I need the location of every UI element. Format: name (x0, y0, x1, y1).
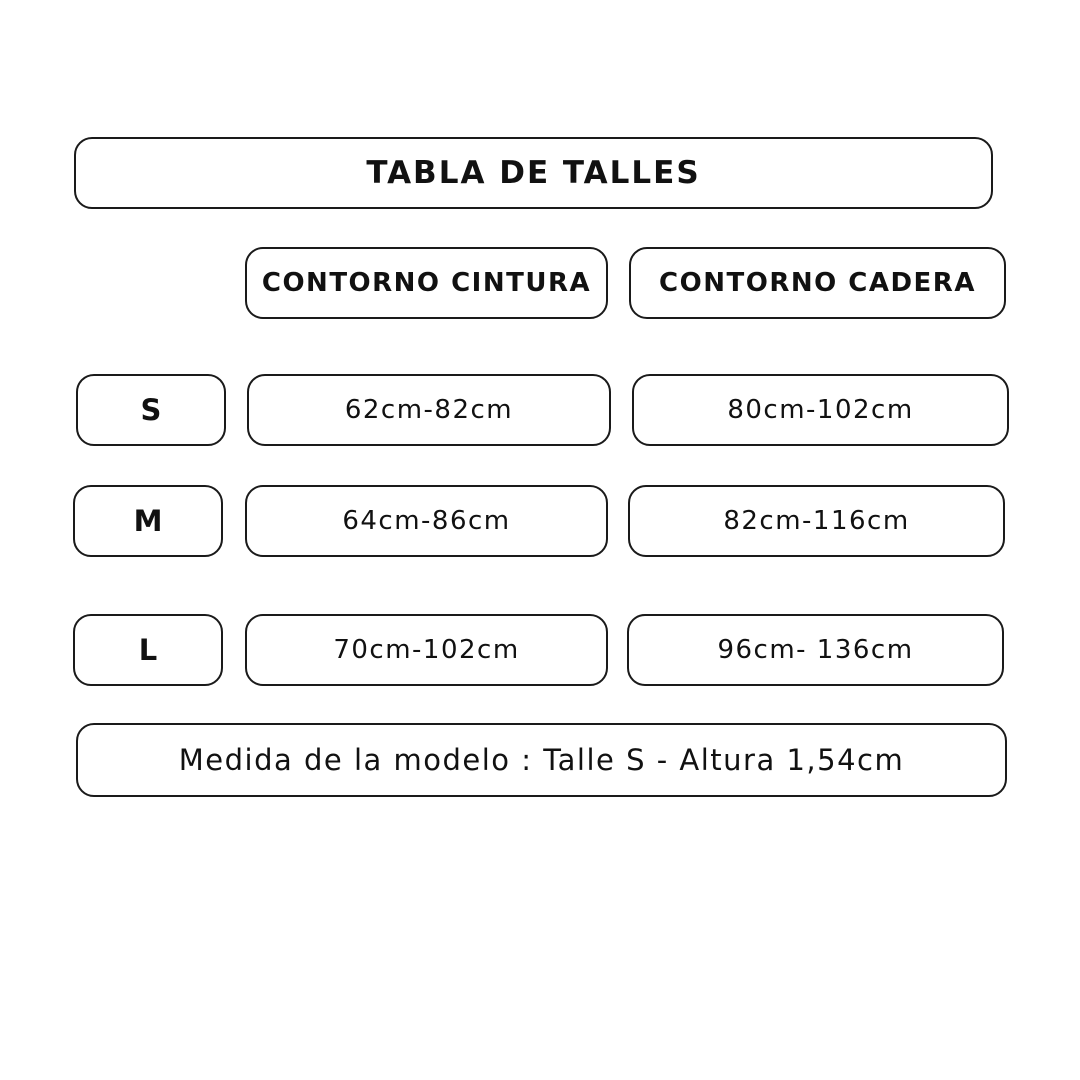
size-label-m (73, 485, 223, 557)
size-label-l-text: L (138, 633, 158, 667)
cadera-value-s (632, 374, 1009, 446)
column-header-cintura-text: CONTORNO CINTURA (261, 268, 592, 298)
size-label-m-text: M (133, 504, 163, 538)
cintura-value-s (247, 374, 611, 446)
column-header-cintura (245, 247, 608, 319)
chart-title-text: TABLA DE TALLES (366, 155, 701, 191)
column-header-cadera (629, 247, 1006, 319)
model-measurement-note (76, 723, 1007, 797)
cadera-value-l-text: 96cm- 136cm (717, 635, 914, 665)
cintura-value-m-text: 64cm-86cm (342, 506, 511, 536)
cintura-value-l (245, 614, 608, 686)
model-measurement-note-text: Medida de la modelo : Talle S - Altura 1,54cm (178, 743, 905, 777)
cintura-value-l-text: 70cm-102cm (333, 635, 520, 665)
size-label-l (73, 614, 223, 686)
cadera-value-m (628, 485, 1005, 557)
chart-title (74, 137, 993, 209)
size-label-s-text: S (140, 393, 162, 427)
size-label-s (76, 374, 226, 446)
cadera-value-s-text: 80cm-102cm (727, 395, 914, 425)
cintura-value-s-text: 62cm-82cm (344, 395, 514, 425)
cintura-value-m (245, 485, 608, 557)
cadera-value-l (627, 614, 1004, 686)
cadera-value-m-text: 82cm-116cm (723, 506, 910, 536)
column-header-cadera-text: CONTORNO CADERA (659, 268, 976, 298)
